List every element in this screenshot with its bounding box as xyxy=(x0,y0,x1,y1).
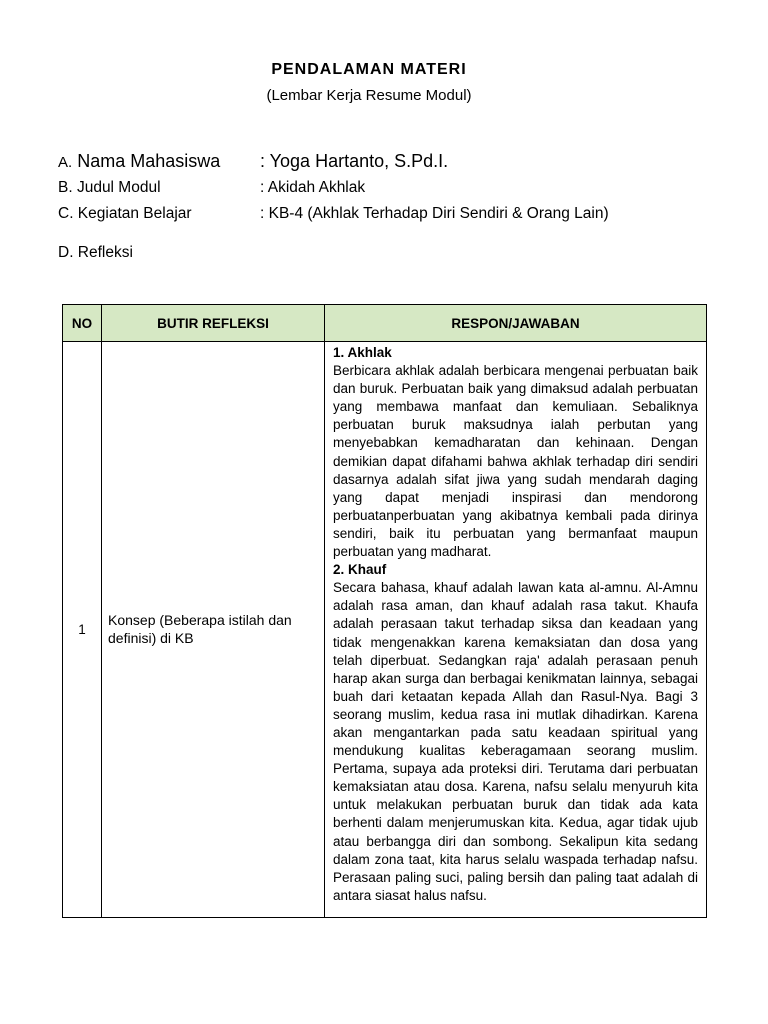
info-judul-label: B. Judul Modul xyxy=(58,179,161,196)
page-subtitle: (Lembar Kerja Resume Modul) xyxy=(266,87,472,104)
section-body: Berbicara akhlak adalah berbicara mengenai perbuatan baik dan buruk. Perbuatan baik yang dimaksud adalah perbuatan yang membawa manfaat dan kemuliaan. Sebaliknya perbuatan buruk maksudnya ialah perbutan yang menyebabkan kemadharatan dan kehinaan. Dengan demikian dapat difahami bahwa akhlak terhadap diri sendiri dasarnya adalah sifat jiwa yang sudah mendarah daging yang dapat menjadi inspirasi dan mendorong perbuatanperbuatan yang akibatnya kembali pada dirinya sendiri, baik itu perbuatan yang bermanfaat maupun perbuatan yang madharat. xyxy=(333,363,698,560)
info-refleksi-label: D. Refleksi xyxy=(58,244,133,261)
reflection-table xyxy=(62,304,707,918)
row-respon xyxy=(325,342,707,918)
info-nama-label: Nama Mahasiswa xyxy=(77,151,221,171)
row-no: 1 xyxy=(63,342,102,918)
header-no: NO xyxy=(63,305,102,342)
page-title: PENDALAMAN MATERI xyxy=(271,61,467,78)
header-respon: RESPON/JAWABAN xyxy=(325,305,707,342)
info-judul-value: : Akidah Akhlak xyxy=(260,179,366,196)
section-body: Secara bahasa, khauf adalah lawan kata al-amnu. Al-Amnu adalah rasa aman, dan khauf adalah rasa takut. Khaufa adalah perasaan takut terhadap siksa dan keadaan yang tidak mengenakkan karena kemaksiatan dan dosa yang telah diperbuat. Sedangkan raja' adalah perasaan penuh harap akan surga dan berbagai kenikmatan lainnya, sebagai buah dari ketaatan kepada Allah dan Rasul-Nya. Bagi 3 seorang muslim, kedua rasa ini mutlak dihadirkan. Karena akan mengantarkan pada satu keadaan spiritual yang mendukung kualitas keberagamaan seorang muslim. Pertama, supaya ada proteksi diri. Terutama dari perbuatan kemaksiatan atau dosa. Karena, nafsu selalu menyuruh kita untuk melakukan perbuatan buruk dan tidak ada kata berhenti dalam menjerumuskan kita. Kedua, agar tidak ujub atau berbangga diri dan sombong. Sekalipun kita sedang dalam zona taat, kita harus selalu waspada terhadap nafsu. Perasaan paling suci, paling bersih dan paling taat adalah di antara siasat halus nafsu. xyxy=(333,580,698,903)
row-butir: Konsep (Beberapa istilah dan definisi) di KB xyxy=(102,342,325,918)
header-butir: BUTIR REFLEKSI xyxy=(102,305,325,342)
table-row xyxy=(63,342,707,918)
info-nama-value: : Yoga Hartanto, S.Pd.I. xyxy=(260,151,449,171)
info-nama-prefix: A. xyxy=(58,154,73,171)
section-title: 1. Akhlak xyxy=(333,345,392,360)
section-title: 2. Khauf xyxy=(333,562,387,578)
info-kegiatan-value: : KB-4 (Akhlak Terhadap Diri Sendiri & Orang Lain) xyxy=(260,205,609,222)
table-header-row xyxy=(63,305,707,342)
info-kegiatan-label: C. Kegiatan Belajar xyxy=(58,205,192,222)
